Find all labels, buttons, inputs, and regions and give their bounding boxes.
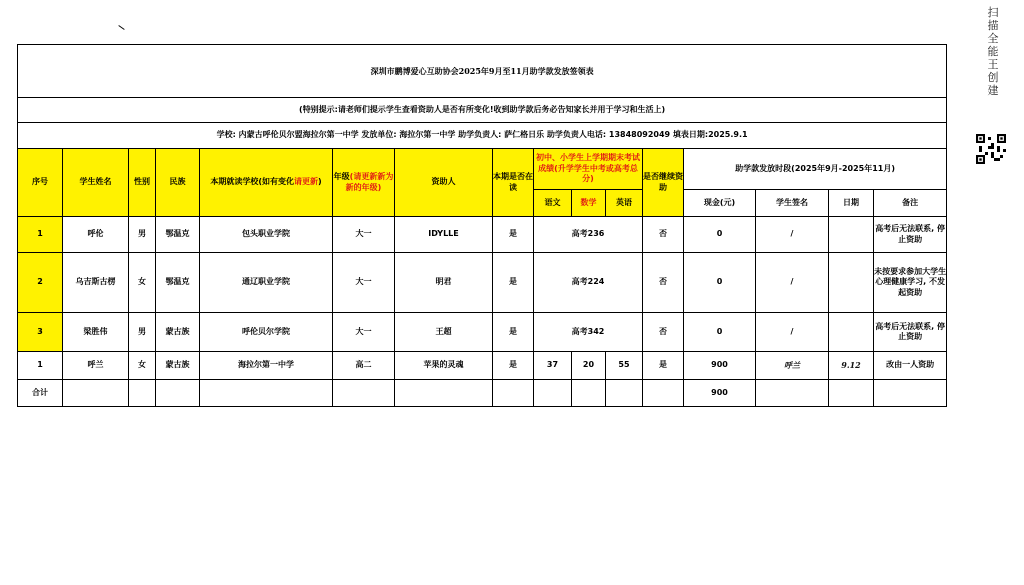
row-date-handwritten: 9.12 — [829, 352, 874, 380]
table-row — [18, 253, 947, 313]
header-date: 日期 — [829, 190, 874, 217]
row-score: 高考342 — [534, 313, 643, 352]
row-name: 乌吉斯古楞 — [63, 253, 129, 313]
header-remark: 备注 — [874, 190, 947, 217]
row-continue: 否 — [643, 217, 684, 253]
row-school: 呼伦贝尔学院 — [200, 313, 333, 352]
school-info-line: 学校: 内蒙古呼伦贝尔盟海拉尔第一中学 发放单位: 海拉尔第一中学 助学负责人: 萨仁格日乐 助学负责人电话: 13848092049 填表日期:2025.9.1 — [18, 123, 947, 149]
header-english: 英语 — [606, 190, 643, 217]
row-remark: 高考后无法联系, 停止资助 — [874, 313, 947, 352]
table-row — [18, 313, 947, 352]
row-chinese: 37 — [534, 352, 572, 380]
row-date — [829, 313, 874, 352]
row-in-school: 是 — [493, 313, 534, 352]
row-signature: / — [756, 253, 829, 313]
row-in-school: 是 — [493, 217, 534, 253]
header-ethnicity: 民族 — [156, 149, 200, 217]
row-gender: 女 — [129, 352, 156, 380]
total-row — [18, 380, 947, 407]
row-no: 1 — [18, 217, 63, 253]
row-gender: 女 — [129, 253, 156, 313]
row-cash: 900 — [684, 352, 756, 380]
row-in-school: 是 — [493, 253, 534, 313]
row-cash: 0 — [684, 253, 756, 313]
header-school — [200, 149, 333, 217]
header-name: 学生姓名 — [63, 149, 129, 217]
header-period: 助学款发放时段(2025年9月-2025年11月) — [684, 149, 947, 190]
header-school-main: 本期就读学校 — [210, 177, 259, 187]
row-no: 1 — [18, 352, 63, 380]
row-sponsor: 苹果的灵魂 — [395, 352, 493, 380]
row-sponsor: IDYLLE — [395, 217, 493, 253]
header-chinese: 语文 — [534, 190, 572, 217]
row-sponsor: 王超 — [395, 313, 493, 352]
row-ethnicity: 鄂温克 — [156, 217, 200, 253]
row-sponsor: 明君 — [395, 253, 493, 313]
subsidy-table — [17, 44, 947, 407]
qr-code-icon — [976, 134, 1006, 164]
row-school: 通辽职业学院 — [200, 253, 333, 313]
row-date — [829, 253, 874, 313]
row-name: 梁胜伟 — [63, 313, 129, 352]
row-name: 呼兰 — [63, 352, 129, 380]
header-in-school: 本期是否在读 — [493, 149, 534, 217]
row-cash: 0 — [684, 313, 756, 352]
header-continue: 是否继续资助 — [643, 149, 684, 217]
table-row — [18, 217, 947, 253]
header-no: 序号 — [18, 149, 63, 217]
row-school: 海拉尔第一中学 — [200, 352, 333, 380]
row-remark: 改由一人资助 — [874, 352, 947, 380]
header-sponsor: 资助人 — [395, 149, 493, 217]
row-ethnicity: 蒙古族 — [156, 352, 200, 380]
row-gender: 男 — [129, 217, 156, 253]
form-sheet — [17, 44, 946, 407]
stray-mark — [118, 25, 124, 30]
row-continue: 是 — [643, 352, 684, 380]
row-math: 20 — [572, 352, 606, 380]
row-grade: 大一 — [333, 253, 395, 313]
row-remark: 高考后无法联系, 停止资助 — [874, 217, 947, 253]
row-gender: 男 — [129, 313, 156, 352]
table-row — [18, 352, 947, 380]
header-scores: 初中、小学生上学期期末考试成绩(升学学生中考或高考总分) — [534, 149, 643, 190]
header-cash: 现金(元) — [684, 190, 756, 217]
total-cash: 900 — [684, 380, 756, 407]
row-date — [829, 217, 874, 253]
row-grade: 大一 — [333, 313, 395, 352]
row-signature: / — [756, 217, 829, 253]
row-score: 高考224 — [534, 253, 643, 313]
header-grade-main: 年级 — [333, 172, 350, 182]
row-cash: 0 — [684, 217, 756, 253]
row-name: 呼伦 — [63, 217, 129, 253]
row-no: 2 — [18, 253, 63, 313]
header-grade-red: (请更新新为新的年级) — [345, 172, 394, 192]
scanner-watermark: 扫描全能王 创建 — [987, 6, 999, 97]
row-signature: / — [756, 313, 829, 352]
special-notice: (特别提示:请老师们提示学生查看资助人是否有所变化!收到助学款后务必告知家长并用于学习和生活上) — [18, 98, 947, 123]
row-grade: 大一 — [333, 217, 395, 253]
row-in-school: 是 — [493, 352, 534, 380]
header-signature: 学生签名 — [756, 190, 829, 217]
row-continue: 否 — [643, 313, 684, 352]
header-gender: 性别 — [129, 149, 156, 217]
row-remark: 未按要求参加大学生心理健康学习, 不发起资助 — [874, 253, 947, 313]
row-english: 55 — [606, 352, 643, 380]
header-math: 数学 — [572, 190, 606, 217]
row-signature-handwritten: 呼兰 — [756, 352, 829, 380]
header-school-red: 请更新 — [294, 177, 318, 187]
form-title: 深圳市鹏博爱心互助协会2025年9月至11月助学款发放签领表 — [18, 45, 947, 98]
row-no: 3 — [18, 313, 63, 352]
row-ethnicity: 蒙古族 — [156, 313, 200, 352]
total-label: 合计 — [18, 380, 63, 407]
row-ethnicity: 鄂温克 — [156, 253, 200, 313]
row-grade: 高二 — [333, 352, 395, 380]
header-school-paren-open: (如有变化 — [258, 177, 294, 187]
row-continue: 否 — [643, 253, 684, 313]
row-school: 包头职业学院 — [200, 217, 333, 253]
header-school-paren-close: ) — [318, 177, 322, 187]
row-score: 高考236 — [534, 217, 643, 253]
header-grade — [333, 149, 395, 217]
